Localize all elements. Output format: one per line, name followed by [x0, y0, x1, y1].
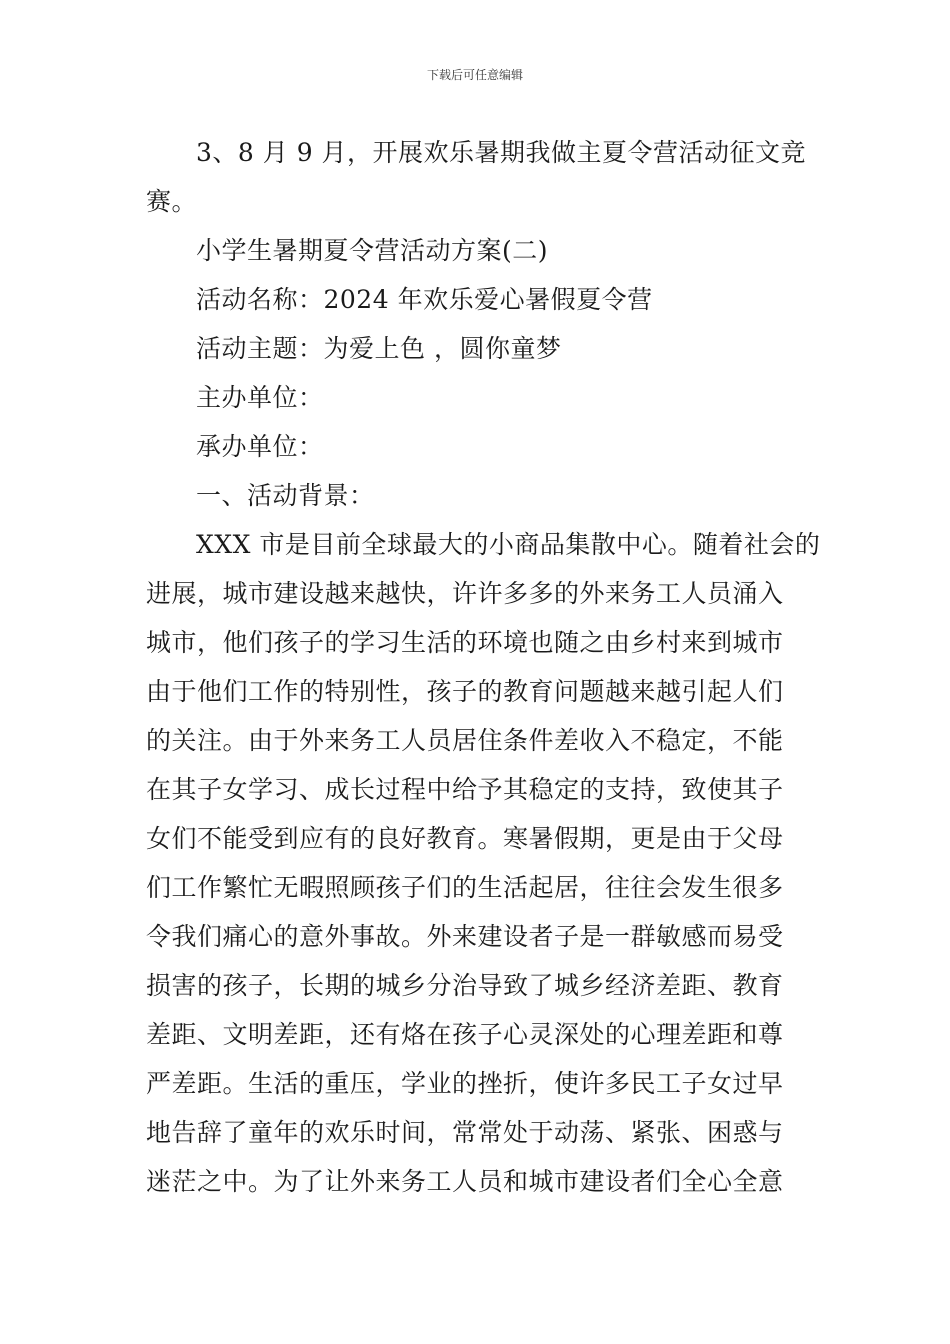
- text-line: 进展，城市建设越来越快，许许多多的外来务工人员涌入: [146, 579, 784, 608]
- text-line: 在其子女学习、成长过程中给予其稳定的支持，致使其子: [146, 775, 784, 804]
- text-line: XXX 市是目前全球最大的小商品集散中心。随着社会的: [196, 530, 821, 559]
- background-paragraph: [146, 520, 821, 1206]
- text-line: 的关注。由于外来务工人员居住条件差收入不稳定，不能: [146, 726, 784, 755]
- co-organizer: [146, 422, 806, 471]
- text-line: 女们不能受到应有的良好教育。寒暑假期，更是由于父母: [146, 824, 784, 853]
- text-line: 令我们痛心的意外事故。外来建设者子是一群敏感而易受: [146, 922, 784, 951]
- text-line: 活动名称：2024 年欢乐爱心暑假夏令营: [196, 285, 653, 314]
- text-line: 城市，他们孩子的学习生活的环境也随之由乡村来到城市: [146, 628, 784, 657]
- text-line: 由于他们工作的特别性，孩子的教育问题越来越引起人们: [146, 677, 784, 706]
- text-line: 们工作繁忙无暇照顾孩子们的生活起居，往往会发生很多: [146, 873, 784, 902]
- text-line: 3、8 月 9 月，开展欢乐暑期我做主夏令营活动征文竞: [196, 138, 807, 167]
- section-title: [146, 226, 806, 275]
- text-line: 主办单位：: [196, 383, 324, 412]
- text-line: 迷茫之中。为了让外来务工人员和城市建设者们全心全意: [146, 1167, 784, 1196]
- text-line: 差距、文明差距，还有烙在孩子心灵深处的心理差距和尊: [146, 1020, 784, 1049]
- activity-name: [146, 275, 806, 324]
- paragraph-essay-contest: [146, 128, 806, 226]
- page-header: 下载后可任意编辑: [426, 68, 523, 82]
- text-line: 地告辞了童年的欢乐时间，常常处于动荡、紧张、困惑与: [146, 1118, 784, 1147]
- text-line: 严差距。生活的重压，学业的挫折，使许多民工子女过早: [146, 1069, 784, 1098]
- document-body: [146, 128, 821, 1206]
- activity-theme: [146, 324, 806, 373]
- background-heading: [146, 471, 806, 520]
- text-line: 损害的孩子，长期的城乡分治导致了城乡经济差距、教育: [146, 971, 784, 1000]
- text-line: 承办单位：: [196, 432, 324, 461]
- text-line: 活动主题：为爱上色 ，圆你童梦: [196, 334, 562, 363]
- organizer: [146, 373, 806, 422]
- text-line: 一、活动背景：: [196, 481, 375, 510]
- text-line: 赛。: [146, 187, 198, 216]
- text-line: 小学生暑期夏令营活动方案(二): [196, 236, 549, 265]
